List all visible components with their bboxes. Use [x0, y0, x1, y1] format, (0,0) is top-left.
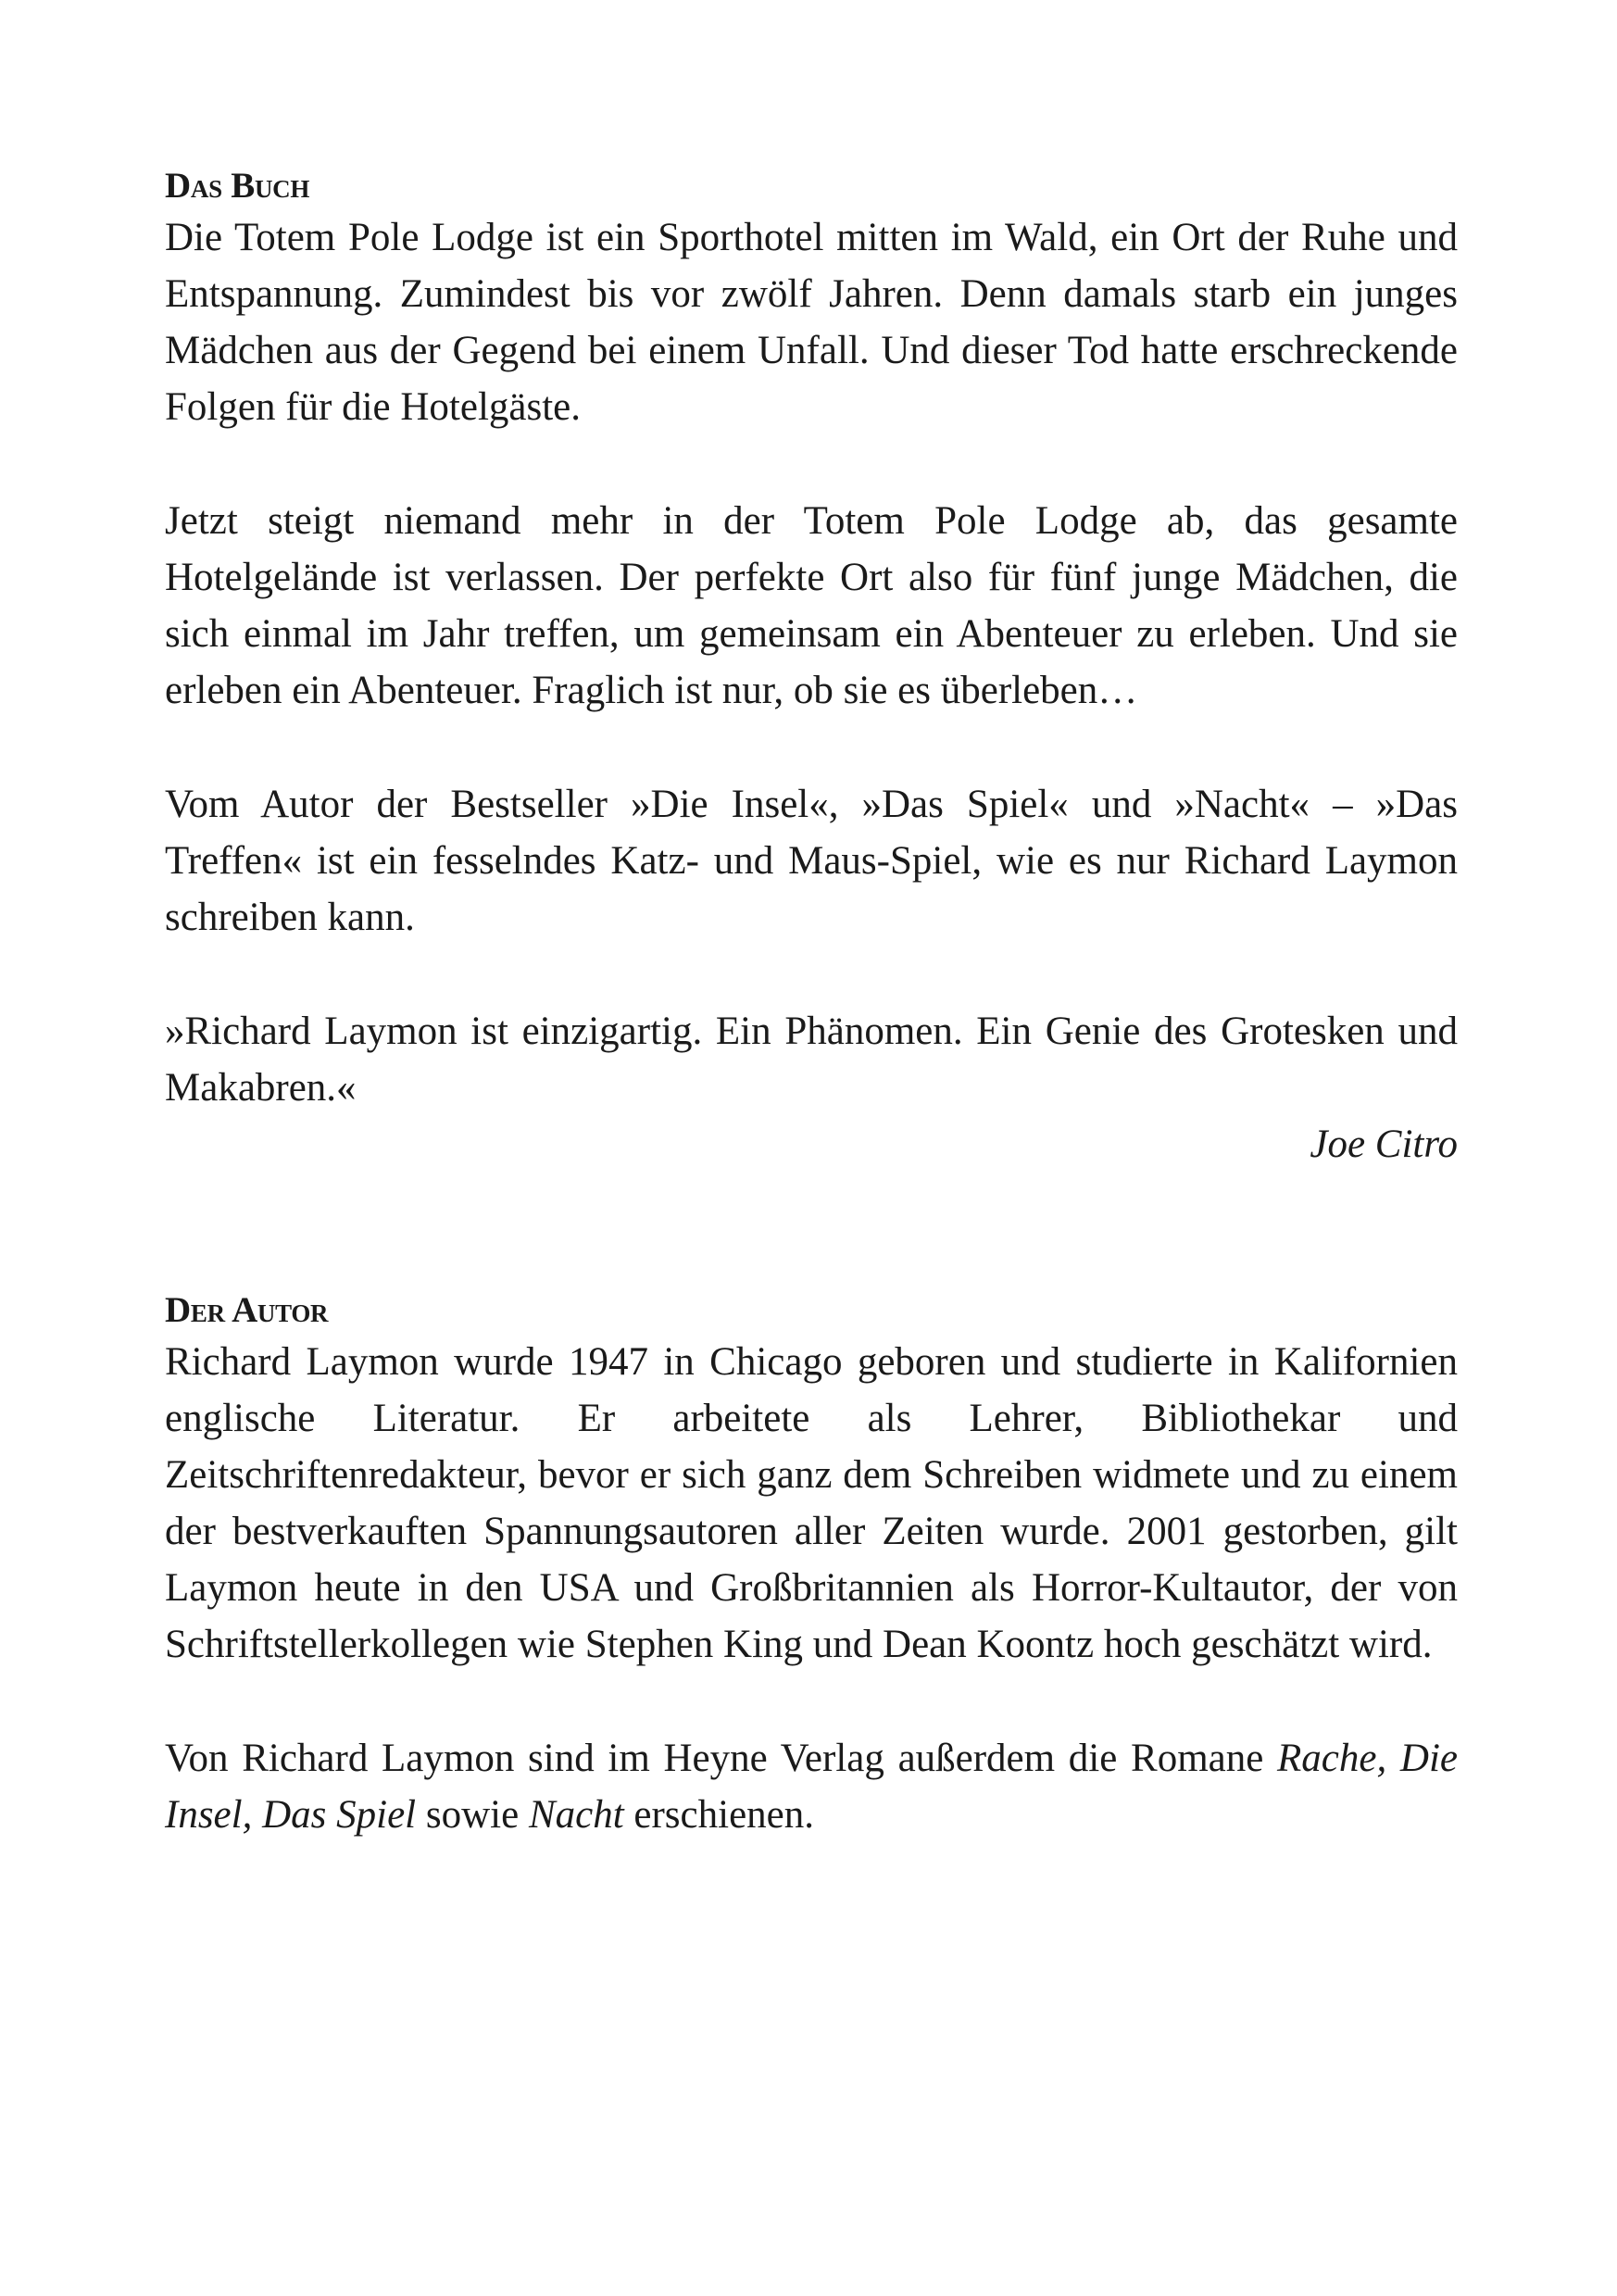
book-paragraph-1: Die Totem Pole Lodge ist ein Sporthotel mitten im Wald, ein Ort der Ruhe und Entspannung. Zumindest bis vor zwölf Jahren. Denn damals starb ein junges Mädchen aus der Gegend bei einem Unfall. Und dieser Tod hatte erschreckende Folgen für die Hotelgäste.: [165, 216, 1458, 429]
works-connector: sowie: [416, 1793, 529, 1837]
works-intro: Von Richard Laymon sind im Heyne Verlag außerdem die Romane: [165, 1737, 1264, 1780]
works-last-title: Nacht: [528, 1793, 624, 1837]
book-paragraph-2: Jetzt steigt niemand mehr in der Totem Pole Lodge ab, das gesamte Hotelgelände ist verlassen. Der perfekte Ort also für fünf junge Mädchen, die sich einmal im Jahr treffen, um gemeinsam ein Abenteuer zu erleben. Und sie erleben ein Abenteuer. Fraglich ist nur, ob sie es überleben…: [165, 499, 1458, 712]
page-content: [165, 163, 1458, 1843]
book-heading: Das Buch: [165, 166, 310, 206]
book-quote: »Richard Laymon ist einzigartig. Ein Phänomen. Ein Genie des Grotesken und Makabren.«: [165, 1010, 1458, 1110]
works-titles: Rache, Die Insel, Das Spiel: [165, 1737, 1459, 1837]
quote-attribution: Joe Citro: [1310, 1123, 1458, 1166]
author-heading: Der Autor: [165, 1290, 329, 1330]
works-outro: erschienen.: [623, 1793, 814, 1837]
book-paragraph-3: Vom Autor der Bestseller »Die Insel«, »Das Spiel« und »Nacht« – »Das Treffen« ist ein fesselndes Katz- und Maus-Spiel, wie es nur Richard Laymon schreiben kann.: [165, 783, 1458, 939]
author-works-paragraph: [165, 1730, 1458, 1843]
author-paragraph: Richard Laymon wurde 1947 in Chicago geboren und studierte in Kalifornien englische Literatur. Er arbeitete als Lehrer, Bibliothekar und Zeitschriftenredakteur, bevor er sich ganz dem Schreiben widmete und zu einem der bestverkauften Spannungsautoren aller Zeiten wurde. 2001 gestorben, gilt Laymon heute in den USA und Großbritannien als Horror-Kultautor, der von Schriftstellerkollegen wie Stephen King und Dean Koontz hoch geschätzt wird.: [165, 1340, 1458, 1666]
